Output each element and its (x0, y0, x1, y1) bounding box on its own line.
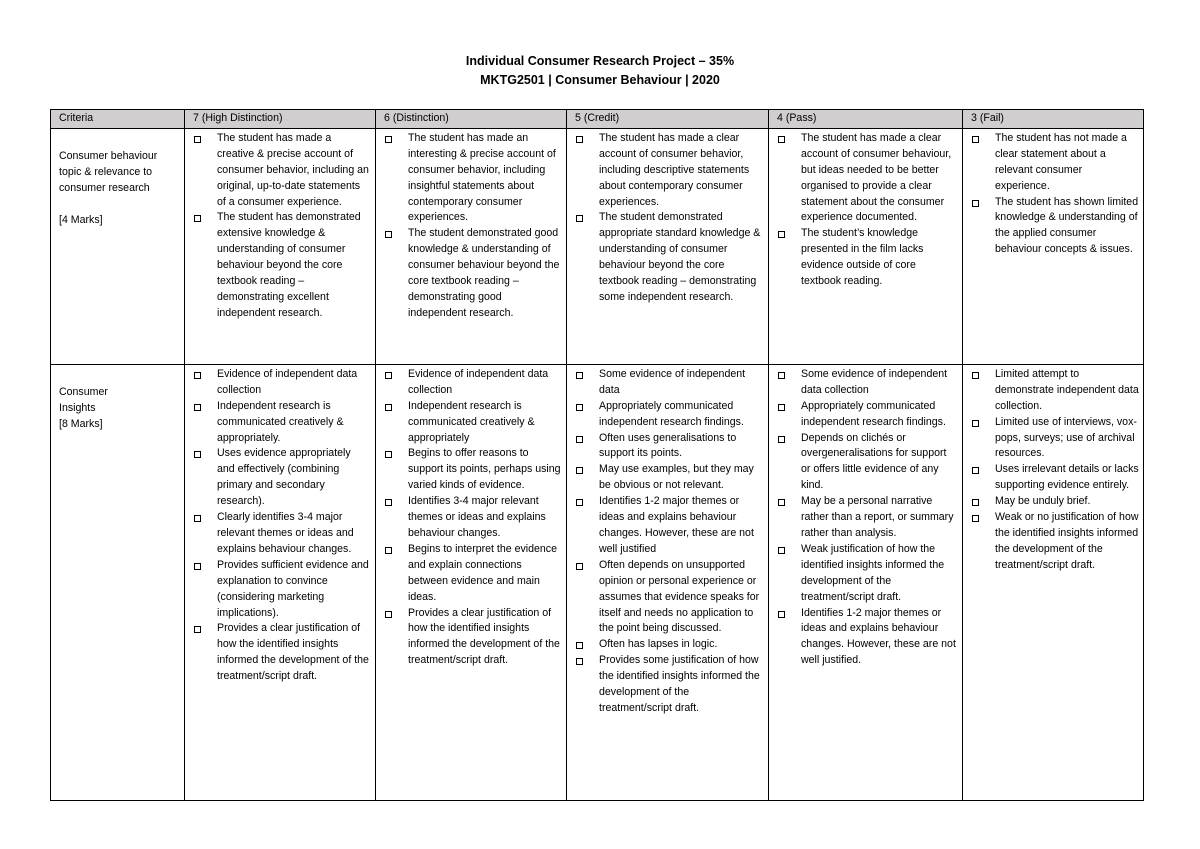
list-item: Appropriately communicated independent research findings. (575, 399, 764, 431)
grade-cell (963, 128, 1144, 364)
list-item: Identifies 1-2 major themes or ideas and explains behaviour changes. However, these are not well justified (575, 494, 764, 558)
list-item: Independent research is communicated creatively & appropriately. (193, 399, 371, 447)
list-item: Independent research is communicated creatively & appropriately (384, 399, 562, 447)
list-item: Often depends on unsupported opinion or personal experience or assumes that evidence speaks for itself and needs no application to the point being discussed. (575, 558, 764, 638)
document-subtitle: MKTG2501 | Consumer Behaviour | 2020 (480, 73, 720, 87)
column-header-pass: 4 (Pass) (769, 110, 963, 129)
grade-cell (185, 364, 376, 800)
rubric-table (50, 109, 1144, 801)
list-item: Some evidence of independent data collection (777, 367, 958, 399)
list-item: Often has lapses in logic. (575, 637, 764, 653)
list-item: Limited attempt to demonstrate independent data collection. (971, 367, 1139, 415)
list-item: Begins to offer reasons to support its points, perhaps using varied kinds of evidence. (384, 446, 562, 494)
list-item: May be a personal narrative rather than a report, or summary rather than analysis. (777, 494, 958, 542)
criterion-marks: [8 Marks] (59, 417, 103, 430)
list-item: Evidence of independent data collection (193, 367, 371, 399)
list-item: Identifies 3-4 major relevant themes or ideas and explains behaviour changes. (384, 494, 562, 542)
grade-cell (567, 128, 769, 364)
title-block (0, 52, 1200, 90)
list-item: Provides sufficient evidence and explanation to convince (considering marketing implications). (193, 558, 371, 622)
document-title: Individual Consumer Research Project – 35% (465, 54, 735, 68)
list-item: Appropriately communicated independent research findings. (777, 399, 958, 431)
list-item: Weak or no justification of how the identified insights informed the development of the treatment/script draft. (971, 510, 1139, 574)
criterion-marks: [4 Marks] (59, 213, 103, 226)
grade-cell (963, 364, 1144, 800)
table-row (51, 128, 1144, 364)
list-item: The student has made an interesting & precise account of consumer behavior, including insightful statements about contemporary consumer experiences. (384, 131, 562, 226)
list-item: May use examples, but they may be obvious or not relevant. (575, 462, 764, 494)
list-item: Often uses generalisations to support its points. (575, 431, 764, 463)
column-header-distinction: 6 (Distinction) (376, 110, 567, 129)
list-item: The student has demonstrated extensive knowledge & understanding of consumer behaviour beyond the core textbook reading – demonstrating excellent independent research. (193, 210, 371, 321)
header-row (51, 110, 1144, 129)
list-item: The student has not made a clear statement about a relevant consumer experience. (971, 131, 1139, 195)
list-item: The student has made a creative & precise account of consumer behavior, including an original, up-to-date statements of a consumer experience. (193, 131, 371, 211)
column-header-high-distinction: 7 (High Distinction) (185, 110, 376, 129)
list-item: Uses irrelevant details or lacks supporting evidence entirely. (971, 462, 1139, 494)
list-item: Provides a clear justification of how the identified insights informed the development of the treatment/script draft. (384, 606, 562, 670)
list-item: Identifies 1-2 major themes or ideas and explains behaviour changes. However, these are not well justified. (777, 606, 958, 670)
criterion-cell (51, 364, 185, 800)
list-item: Evidence of independent data collection (384, 367, 562, 399)
list-item: Depends on clichés or overgeneralisations for support or offers little evidence of any kind. (777, 431, 958, 495)
list-item: Clearly identifies 3-4 major relevant themes or ideas and explains behaviour changes. (193, 510, 371, 558)
criterion-name: Consumer Insights (59, 385, 108, 414)
list-item: The student has shown limited knowledge & understanding of the applied consumer behaviour concepts & issues. (971, 195, 1139, 259)
list-item: The student has made a clear account of consumer behaviour, but ideas needed to be better organised to provide a clear statement about the consumer experience documented. (777, 131, 958, 226)
list-item: The student demonstrated appropriate standard knowledge & understanding of consumer behaviour beyond the core textbook reading – demonstrating some independent research. (575, 210, 764, 305)
list-item: Weak justification of how the identified insights informed the development of the treatment/script draft. (777, 542, 958, 606)
list-item: May be unduly brief. (971, 494, 1139, 510)
list-item: The student has made a clear account of consumer behavior, including descriptive statements about contemporary consumer experiences. (575, 131, 764, 211)
column-header-credit: 5 (Credit) (567, 110, 769, 129)
list-item: The student demonstrated good knowledge & understanding of consumer behaviour beyond the core textbook reading – demonstrating good independent research. (384, 226, 562, 321)
list-item: Provides a clear justification of how the identified insights informed the development of the treatment/script draft. (193, 621, 371, 685)
grade-cell (567, 364, 769, 800)
column-header-fail: 3 (Fail) (963, 110, 1144, 129)
list-item: Provides some justification of how the identified insights informed the development of the treatment/script draft. (575, 653, 764, 717)
column-header-criteria: Criteria (51, 110, 185, 129)
criterion-cell (51, 128, 185, 364)
list-item: Some evidence of independent data (575, 367, 764, 399)
grade-cell (769, 128, 963, 364)
criterion-name: Consumer behaviour topic & relevance to consumer research (59, 149, 158, 194)
list-item: The student’s knowledge presented in the film lacks evidence outside of core textbook reading. (777, 226, 958, 290)
list-item: Limited use of interviews, vox-pops, surveys; use of archival resources. (971, 415, 1139, 463)
grade-cell (376, 364, 567, 800)
list-item: Begins to interpret the evidence and explain connections between evidence and main ideas. (384, 542, 562, 606)
table-row (51, 364, 1144, 800)
grade-cell (185, 128, 376, 364)
grade-cell (769, 364, 963, 800)
grade-cell (376, 128, 567, 364)
list-item: Uses evidence appropriately and effectively (combining primary and secondary research). (193, 446, 371, 510)
